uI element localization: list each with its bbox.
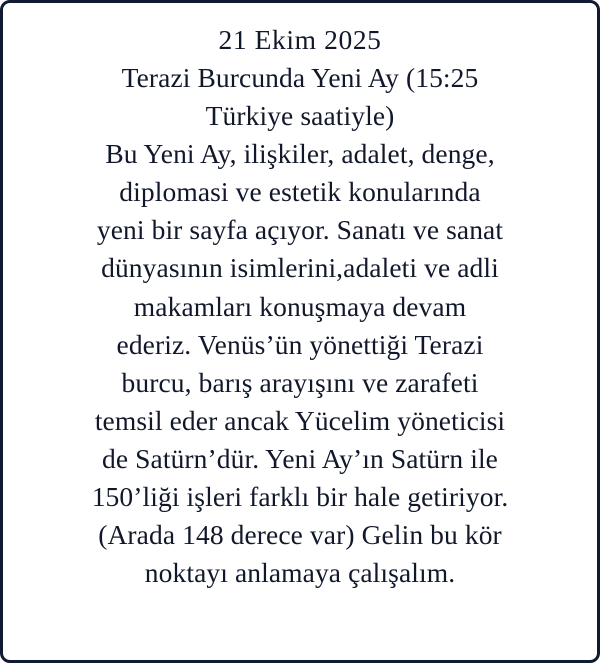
text-line-7: dünyasının isimlerini,adaleti ve adli (101, 252, 499, 284)
text-line-3: Türkiye saatiyle) (205, 100, 395, 132)
text-line-12: de Satürn’dür. Yeni Ay’ın Satürn ile (102, 442, 498, 474)
text-line-5: diplomasi ve estetik konularında (119, 176, 481, 208)
text-line-date: 21 Ekim 2025 (218, 24, 382, 55)
text-line-14: (Arada 148 derece var) Gelin bu kör (98, 519, 502, 551)
text-line-10: burcu, barış arayışını ve zarafeti (121, 366, 479, 398)
text-line-15: noktayı anlamaya çalışalım. (144, 557, 456, 589)
text-line-11: temsil eder ancak Yücelim yöneticisi (94, 404, 506, 436)
text-line-13: 150’liği işleri farklı bir hale getiriyor. (91, 480, 509, 512)
text-line-9: ederiz. Venüs’ün yönettiği Terazi (116, 328, 484, 360)
astrology-text-body (17, 21, 583, 592)
text-line-4: Bu Yeni Ay, ilişkiler, adalet, denge, (105, 138, 495, 170)
text-line-2: Terazi Burcunda Yeni Ay (15:25 (121, 62, 479, 94)
text-line-6: yeni bir sayfa açıyor. Sanatı ve sanat (96, 214, 504, 246)
text-line-8: makamları konuşmaya devam (133, 290, 467, 322)
